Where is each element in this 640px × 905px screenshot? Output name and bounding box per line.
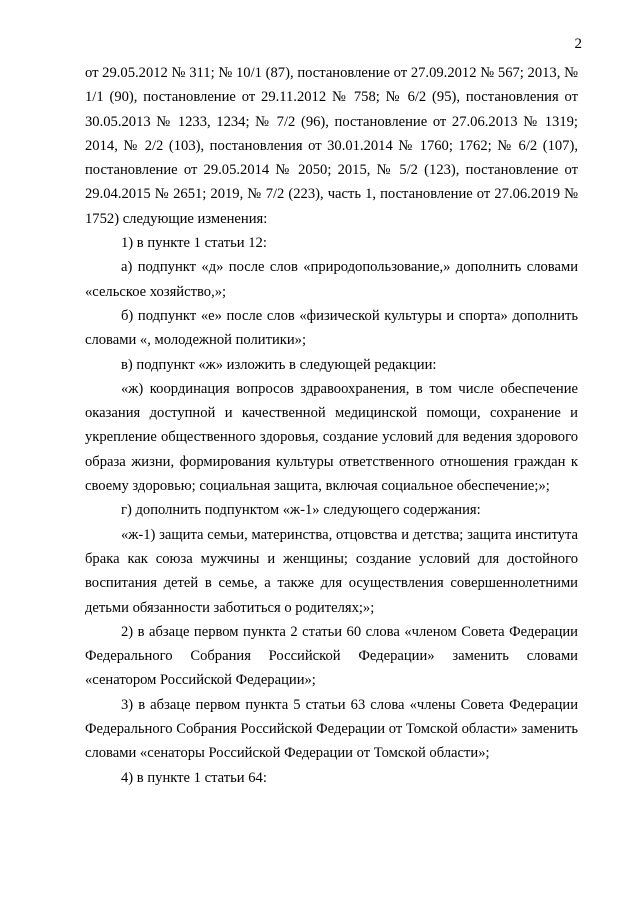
page-number: 2 (574, 36, 582, 52)
paragraph-item-4: 4) в пункте 1 статьи 64: (121, 769, 267, 786)
paragraph-subitem-b: б) подпункт «е» после слов «физической культуры и спорта» дополнить словами «, молодежной политики»; (85, 307, 578, 349)
paragraph-item-2: 2) в абзаце первом пункта 2 статьи 60 слова «членом Совета Федерации Федерального Собрания Российской Федерации» заменить словами «сенатором Российской Федерации»; (85, 623, 578, 689)
paragraph-amendment-sources: от 29.05.2012 № 311; № 10/1 (87), постановление от 27.09.2012 № 567; 2013, № 1/1 (90), постановление от 29.11.2012 № 758; № 6/2 (95), постановления от 30.05.2013 № 1233, 1234; № 7/2 (96), постановление от 27.06.2013 № 1319; 2014, № 2/2 (103), постановления от 30.01.2014 № 1760; 1762; № 6/2 (107), постановление от 29.05.2014 № 2050; 2015, № 5/2 (123), постановление от 29.04.2015 № 2651; 2019, № 7/2 (223), часть 1, постановление от 27.06.2019 № 1752) следующие изменения: (85, 65, 578, 227)
document-body (85, 61, 578, 790)
paragraph-subpoint-zh-text: «ж) координация вопросов здравоохранения, в том числе обеспечение оказания доступной и качественной медицинской помощи, сохранение и укрепление общественного здоровья, создание условий для ведения здорового образа жизни, формирования культуры ответственного отношения граждан к своему здоровью; социальная защита, включая социальное обеспечение;»; (85, 380, 578, 495)
paragraph-subpoint-zh1-text: «ж-1) защита семьи, материнства, отцовства и детства; защита института брака как союза мужчины и женщины; создание условий для достойного воспитания детей в семье, а также для осуществления совершеннолетними детьми обязанности заботиться о родителях;»; (85, 526, 578, 616)
paragraph-subitem-v: в) подпункт «ж» изложить в следующей редакции: (121, 356, 437, 373)
paragraph-subitem-g: г) дополнить подпунктом «ж-1» следующего содержания: (121, 502, 481, 519)
paragraph-item-1: 1) в пункте 1 статьи 12: (121, 235, 267, 252)
paragraph-item-3: 3) в абзаце первом пункта 5 статьи 63 слова «члены Совета Федерации Федерального Собрания Российской Федерации от Томской области» заменить словами «сенаторы Российской Федерации от Томской области»; (85, 696, 578, 762)
paragraph-subitem-a: а) подпункт «д» после слов «природопользование,» дополнить словами «сельское хозяйство,»; (85, 259, 578, 300)
